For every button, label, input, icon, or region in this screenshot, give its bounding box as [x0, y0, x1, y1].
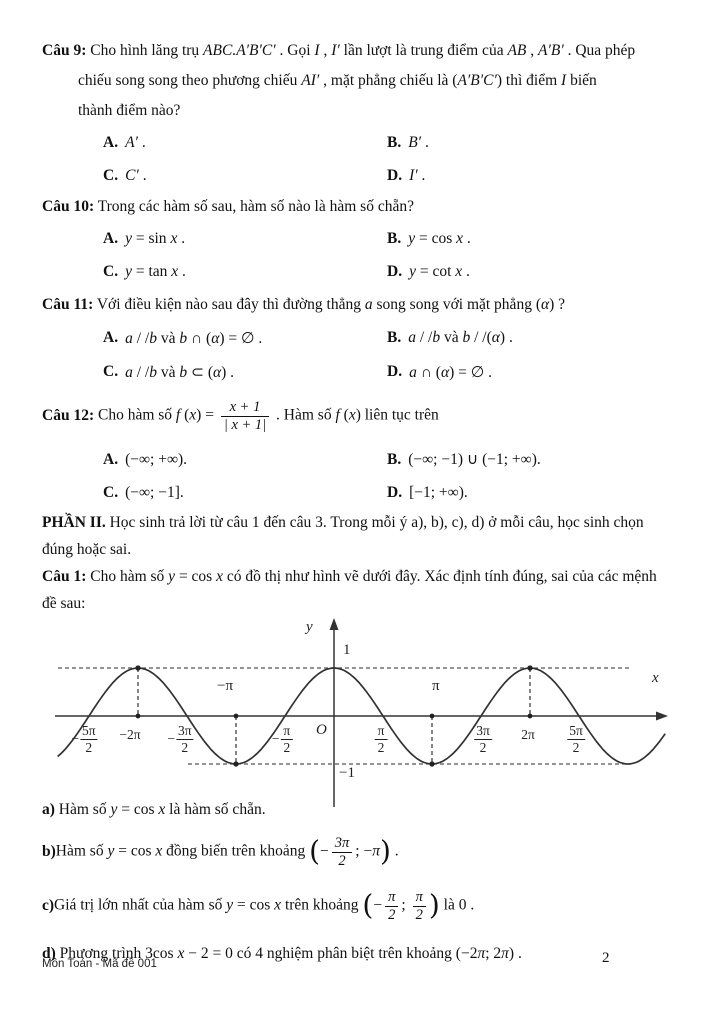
part2-q1-label: Câu 1:	[42, 568, 87, 585]
q9-option-c-text: C′ .	[125, 166, 147, 184]
x-tick-3pi-over-2: $\frac{3\pi}{2}$	[476, 723, 490, 755]
question-10-text-1: Trong các hàm số sau, hàm số nào là hàm số chẵn?	[97, 198, 414, 215]
q11-option-a-key: A.	[103, 329, 119, 346]
statement-c-text: Giá trị lớn nhất của hàm số y = cos x trên khoảng (− $\frac{\pi}{2}$ ; $\frac{\pi}{2}$ ) là 0 .	[54, 888, 475, 923]
question-10-options-row-2	[42, 255, 694, 288]
part2-q1-line-2: đề sau:	[42, 595, 86, 612]
statement-b-label: b)	[42, 843, 56, 860]
q10-option-a-key: A.	[103, 229, 119, 247]
x-tick-pi-over-2: $\frac{\pi}{2}$	[374, 723, 389, 755]
statement-a-text: Hàm số y = cos x là hàm số chẵn.	[54, 801, 266, 818]
question-12	[42, 389, 694, 509]
question-9-label: Câu 9:	[42, 42, 87, 59]
question-12-line-1	[42, 389, 694, 443]
q11-option-a-text: a / /b và b ∩ (α) = ∅ .	[125, 329, 263, 347]
q12-option-d	[387, 484, 468, 502]
q10-option-d	[387, 263, 470, 281]
question-11-text-1: Với điều kiện nào sau đây thì đường thẳng a song song với mặt phẳng (α) ?	[96, 296, 566, 313]
q10-option-c-text: y = tan x .	[125, 262, 186, 280]
q11-option-d-text: a ∩ (α) = ∅ .	[409, 363, 492, 381]
q10-option-b-text: y = cos x .	[408, 229, 471, 247]
q11-option-c-key: C.	[103, 363, 119, 380]
q9-option-d	[387, 167, 425, 185]
q12-option-b-text: (−∞; −1) ∪ (−1; +∞).	[408, 451, 541, 468]
question-12-options-row-1	[42, 443, 694, 476]
q9-option-a-key: A.	[103, 133, 119, 151]
part-2-line-2: đúng hoặc sai.	[42, 541, 132, 558]
q12-option-a	[103, 451, 387, 469]
q9-option-d-text: I′ .	[409, 166, 426, 184]
part-2-text-1: Học sinh trả lời từ câu 1 đến câu 3. Trong mỗi ý a), b), c), d) ở mỗi câu, học sinh chọn	[105, 514, 644, 531]
q10-option-a-text: y = sin x .	[125, 229, 186, 247]
part-2-label: PHẦN II.	[42, 514, 106, 531]
q10-option-d-text: y = cot x .	[409, 262, 470, 280]
q11-option-d	[387, 363, 492, 382]
statement-d-label: d)	[42, 945, 56, 962]
question-9	[42, 36, 694, 192]
question-10	[42, 192, 694, 288]
q9-option-b-key: B.	[387, 133, 402, 151]
statement-c-label: c)	[42, 897, 55, 914]
part2-question-1	[42, 563, 694, 617]
statement-b-text: Hàm số y = cos x đồng biến trên khoảng (− $\frac{3\pi}{2}$ ; −π) .	[55, 834, 399, 869]
page-number: 2	[602, 950, 610, 966]
question-9-line-2: chiếu song song theo phương chiếu AI′ , mặt phẳng chiếu là (A′B′C′) thì điểm I biến	[78, 72, 597, 89]
question-9-line-3: thành điểm nào?	[78, 102, 181, 119]
q12-option-c-key: C.	[103, 483, 119, 501]
question-11-options-row-2	[42, 355, 694, 389]
x-tick-minus-pi-over-2: − $\frac{\pi}{2}$	[272, 723, 294, 755]
y-axis-label: y	[306, 619, 313, 635]
statements	[42, 795, 694, 969]
x-tick-pi: π	[432, 678, 440, 694]
part2-q1-text-1: Cho hàm số y = cos x có đồ thị như hình vẽ dưới đây. Xác định tính đúng, sai của các mệnh	[90, 568, 657, 585]
origin-label: O	[316, 722, 327, 738]
q10-option-d-key: D.	[387, 262, 403, 280]
question-9-line-1	[42, 36, 694, 66]
question-11-options-row-1	[42, 321, 694, 355]
q12-option-d-key: D.	[387, 483, 403, 501]
question-10-label: Câu 10:	[42, 198, 95, 215]
x-axis-label: x	[652, 670, 659, 686]
q12-option-c-text: (−∞; −1].	[125, 483, 184, 501]
cosine-graph	[40, 617, 720, 809]
statement-d-text: Phương trình 3cos x − 2 = 0 có 4 nghiệm phân biệt trên khoảng (−2π; 2π) .	[55, 945, 522, 962]
statement-b	[42, 829, 694, 875]
cosine-graph-canvas	[40, 617, 720, 809]
q12-option-a-key: A.	[103, 450, 119, 468]
question-10-options-row-1	[42, 222, 694, 255]
x-tick-minus-5pi-over-2: − $\frac{5\pi}{2}$	[71, 723, 96, 755]
part2-q1-line-1	[42, 563, 694, 590]
q9-option-b-text: B′ .	[408, 133, 429, 151]
q9-option-a	[103, 134, 387, 152]
question-9-text-1: Cho hình lăng trụ ABC.A′B′C′ . Gọi I , I′ lần lượt là trung điểm của AB , A′B′ . Qua phép	[90, 42, 636, 59]
q11-option-c-text: a / /b và b ⊂ (α) .	[125, 363, 235, 381]
question-9-options-row-1	[42, 126, 694, 159]
question-11	[42, 288, 694, 389]
q10-option-b	[387, 230, 471, 248]
q12-option-d-text: [−1; +∞).	[409, 483, 468, 501]
q11-option-a	[103, 329, 387, 348]
x-tick-minus-pi: −π	[217, 678, 234, 694]
x-tick-minus-2pi: −2π	[119, 727, 141, 742]
q9-option-d-key: D.	[387, 166, 403, 184]
q9-option-c	[103, 167, 387, 185]
q11-option-d-key: D.	[387, 363, 403, 380]
q10-option-c-key: C.	[103, 262, 119, 280]
x-tick-2pi: 2π	[521, 727, 535, 742]
question-12-text-1: Cho hàm số f (x) = $\frac{x + 1}{| x + 1|}$ . Hàm số f (x) liên tục trên	[97, 398, 439, 433]
question-10-line-1	[42, 192, 694, 222]
question-9-options-row-2	[42, 159, 694, 192]
part-2-line-1	[42, 509, 694, 536]
x-tick-5pi-over-2: $\frac{5\pi}{2}$	[569, 723, 583, 755]
q12-option-b-key: B.	[387, 450, 402, 468]
q10-option-c	[103, 263, 387, 281]
q9-option-a-text: A′ .	[125, 133, 146, 151]
q10-option-a	[103, 230, 387, 248]
x-axis-arrow	[656, 712, 668, 721]
q9-option-b	[387, 134, 429, 152]
part-2-header	[42, 509, 694, 563]
y-tick-1: 1	[343, 642, 351, 658]
q12-option-a-text: (−∞; +∞).	[125, 450, 188, 468]
question-12-options-row-2	[42, 476, 694, 509]
y-axis-arrow	[330, 618, 339, 630]
y-tick-minus-1: −1	[339, 765, 355, 781]
q9-option-c-key: C.	[103, 166, 119, 184]
q11-option-b	[387, 329, 513, 347]
q11-option-b-key: B.	[387, 329, 402, 346]
q11-option-c	[103, 363, 387, 382]
q11-option-b-text: a / /b và b / /(α) .	[408, 329, 513, 346]
q12-option-b	[387, 450, 541, 469]
question-12-label: Câu 12:	[42, 407, 95, 424]
statement-c	[42, 883, 694, 929]
x-tick-minus-3pi-over-2: − $\frac{3\pi}{2}$	[167, 723, 192, 755]
footer-exam-code: Môn Toán - Mã đề 001	[42, 958, 157, 970]
question-11-line-1	[42, 288, 694, 321]
question-11-label: Câu 11:	[42, 296, 94, 313]
q10-option-b-key: B.	[387, 229, 402, 247]
q12-option-c	[103, 484, 387, 502]
statement-a-label: a)	[42, 801, 55, 818]
